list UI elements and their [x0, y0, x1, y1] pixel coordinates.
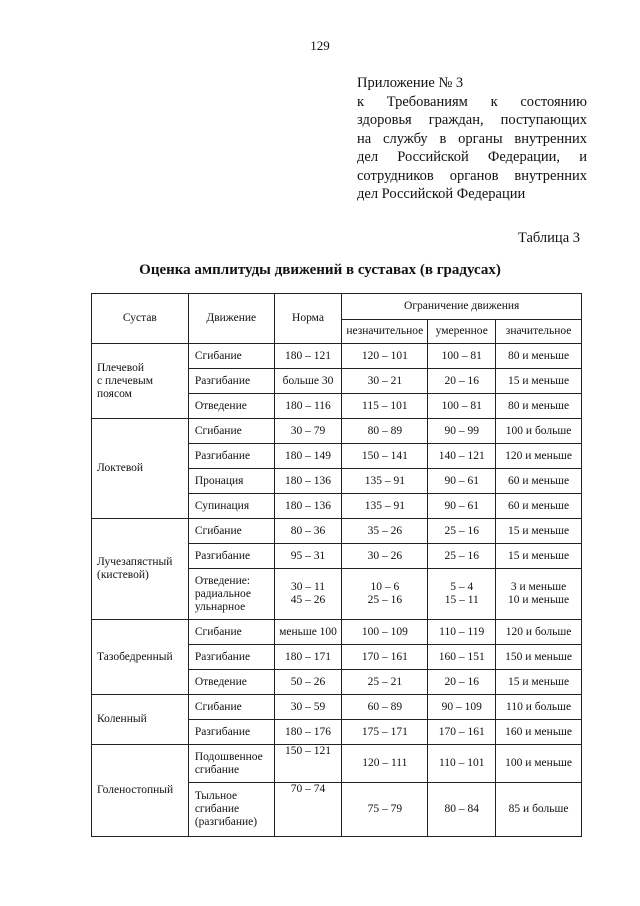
significant-cell: 15 и меньше	[496, 369, 582, 394]
norm-cell: 95 – 31	[274, 544, 342, 569]
moderate-cell: 25 – 16	[428, 519, 496, 544]
norm-cell: 30 – 79	[274, 419, 342, 444]
norm-cell: 180 – 136	[274, 469, 342, 494]
joint-cell: Плечевой с плечевым поясом	[92, 344, 189, 419]
significant-cell: 150 и меньше	[496, 645, 582, 670]
minor-cell: 115 – 101	[342, 394, 428, 419]
movement-cell: Отведение: радиальное ульнарное	[188, 569, 274, 620]
norm-cell: 50 – 26	[274, 670, 342, 695]
table-row	[92, 344, 582, 369]
minor-cell: 30 – 26	[342, 544, 428, 569]
appendix-line: дел Российской Федерации, и	[357, 149, 587, 165]
table-row	[92, 695, 582, 720]
significant-cell: 85 и больше	[496, 783, 582, 837]
norm-cell: 180 – 121	[274, 344, 342, 369]
amplitude-table	[91, 293, 582, 837]
appendix-line: к Требованиям к состоянию	[357, 93, 587, 110]
significant-cell: 120 и меньше	[496, 444, 582, 469]
joint-cell: Голеностопный	[92, 745, 189, 837]
moderate-cell: 160 – 151	[428, 645, 496, 670]
movement-cell: Разгибание	[188, 369, 274, 394]
appendix-line: сотрудников органов внутренних	[357, 167, 587, 184]
movement-cell: Отведение	[188, 670, 274, 695]
minor-cell: 30 – 21	[342, 369, 428, 394]
movement-cell: Тыльное сгибание (разгибание)	[188, 783, 274, 837]
table-row	[92, 419, 582, 444]
significant-cell: 60 и меньше	[496, 469, 582, 494]
minor-cell: 80 – 89	[342, 419, 428, 444]
moderate-cell: 20 – 16	[428, 670, 496, 695]
norm-cell: 150 – 121	[274, 745, 342, 783]
movement-cell: Разгибание	[188, 444, 274, 469]
moderate-cell: 80 – 84	[428, 783, 496, 837]
joint-cell: Коленный	[92, 695, 189, 745]
moderate-cell: 100 – 81	[428, 394, 496, 419]
appendix-line: здоровья граждан, поступающих	[357, 112, 587, 128]
norm-cell: 180 – 171	[274, 645, 342, 670]
header-joint: Сустав	[92, 294, 189, 344]
header-minor: незначительное	[342, 320, 428, 344]
minor-cell: 100 – 109	[342, 620, 428, 645]
moderate-cell: 100 – 81	[428, 344, 496, 369]
movement-cell: Разгибание	[188, 645, 274, 670]
significant-cell: 80 и меньше	[496, 344, 582, 369]
norm-cell: 30 – 59	[274, 695, 342, 720]
norm-cell: 180 – 176	[274, 720, 342, 745]
norm-cell: 80 – 36	[274, 519, 342, 544]
table-title: Оценка амплитуды движений в суставах (в градусах)	[139, 262, 501, 278]
significant-cell: 100 и больше	[496, 419, 582, 444]
significant-cell: 110 и больше	[496, 695, 582, 720]
norm-cell: 180 – 116	[274, 394, 342, 419]
table-row	[92, 519, 582, 544]
norm-cell: 180 – 149	[274, 444, 342, 469]
minor-cell: 120 – 101	[342, 344, 428, 369]
movement-cell: Сгибание	[188, 519, 274, 544]
header-moderate: умеренное	[428, 320, 496, 344]
minor-cell: 170 – 161	[342, 645, 428, 670]
joint-cell: Тазобедренный	[92, 620, 189, 695]
norm-cell: 70 – 74	[274, 783, 342, 837]
header-significant: значительное	[496, 320, 582, 344]
significant-cell: 15 и меньше	[496, 670, 582, 695]
norm-cell: меньше 100	[274, 620, 342, 645]
movement-cell: Разгибание	[188, 544, 274, 569]
moderate-cell: 90 – 109	[428, 695, 496, 720]
table-body	[92, 344, 582, 837]
appendix-block	[357, 74, 587, 204]
movement-cell: Сгибание	[188, 620, 274, 645]
moderate-cell: 90 – 61	[428, 469, 496, 494]
moderate-cell: 110 – 101	[428, 745, 496, 783]
movement-cell: Отведение	[188, 394, 274, 419]
movement-cell: Разгибание	[188, 720, 274, 745]
moderate-cell: 90 – 61	[428, 494, 496, 519]
minor-cell: 135 – 91	[342, 494, 428, 519]
significant-cell: 15 и меньше	[496, 544, 582, 569]
movement-cell: Супинация	[188, 494, 274, 519]
significant-cell: 60 и меньше	[496, 494, 582, 519]
appendix-title: Приложение № 3	[357, 75, 464, 91]
movement-cell: Пронация	[188, 469, 274, 494]
significant-cell: 120 и больше	[496, 620, 582, 645]
minor-cell: 120 – 111	[342, 745, 428, 783]
moderate-cell: 25 – 16	[428, 544, 496, 569]
minor-cell: 135 – 91	[342, 469, 428, 494]
significant-cell: 15 и меньше	[496, 519, 582, 544]
significant-cell: 100 и меньше	[496, 745, 582, 783]
moderate-cell: 140 – 121	[428, 444, 496, 469]
minor-cell: 150 – 141	[342, 444, 428, 469]
significant-cell: 3 и меньше 10 и меньше	[496, 569, 582, 620]
moderate-cell: 170 – 161	[428, 720, 496, 745]
moderate-cell: 90 – 99	[428, 419, 496, 444]
movement-cell: Сгибание	[188, 344, 274, 369]
header-norm: Норма	[274, 294, 342, 344]
minor-cell: 175 – 171	[342, 720, 428, 745]
norm-cell: больше 30	[274, 369, 342, 394]
minor-cell: 10 – 6 25 – 16	[342, 569, 428, 620]
appendix-line: дел Российской Федерации	[357, 186, 526, 202]
table-row	[92, 620, 582, 645]
page-number: 129	[310, 38, 330, 53]
movement-cell: Сгибание	[188, 695, 274, 720]
moderate-cell: 110 – 119	[428, 620, 496, 645]
movement-cell: Подошвенное сгибание	[188, 745, 274, 783]
minor-cell: 75 – 79	[342, 783, 428, 837]
norm-cell: 180 – 136	[274, 494, 342, 519]
table-label: Таблица 3	[517, 230, 580, 246]
joint-cell: Лучезапястный (кистевой)	[92, 519, 189, 620]
moderate-cell: 20 – 16	[428, 369, 496, 394]
header-limitation: Ограничение движения	[342, 294, 582, 320]
minor-cell: 35 – 26	[342, 519, 428, 544]
minor-cell: 25 – 21	[342, 670, 428, 695]
significant-cell: 80 и меньше	[496, 394, 582, 419]
moderate-cell: 5 – 4 15 – 11	[428, 569, 496, 620]
joint-cell: Локтевой	[92, 419, 189, 519]
table-row	[92, 745, 582, 783]
movement-cell: Сгибание	[188, 419, 274, 444]
header-movement: Движение	[188, 294, 274, 344]
norm-cell: 30 – 11 45 – 26	[274, 569, 342, 620]
minor-cell: 60 – 89	[342, 695, 428, 720]
significant-cell: 160 и меньше	[496, 720, 582, 745]
appendix-line: на службу в органы внутренних	[357, 130, 587, 147]
